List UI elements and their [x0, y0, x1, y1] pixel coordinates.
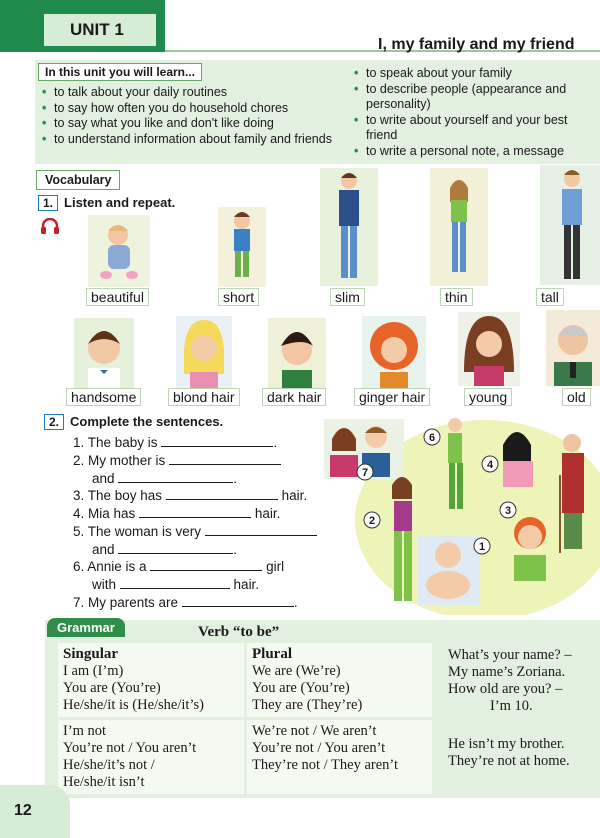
- word-ginger-hair: ginger hair: [354, 388, 430, 406]
- short-boy-illustration: [218, 207, 266, 287]
- grammar-line: You’re not / You aren’t: [63, 740, 197, 756]
- grammar-line: He/she/it is (He/she/it’s): [63, 697, 204, 713]
- baby-illustration: [88, 215, 150, 287]
- grammar-tab: Grammar: [47, 618, 125, 637]
- sentence-text: 6. Annie is a: [73, 559, 147, 574]
- sentence-text: 2. My mother is: [73, 453, 166, 468]
- scene-number-1: 1: [479, 541, 486, 553]
- answer-blank[interactable]: [150, 558, 262, 571]
- family-scene-illustration: [310, 415, 600, 615]
- plural-positive-cell: [247, 643, 432, 717]
- sentence-text: 5. The woman is very: [73, 524, 202, 539]
- sentence-text: 7. My parents are: [73, 595, 179, 610]
- vocabulary-heading: Vocabulary: [36, 170, 120, 190]
- sentence-text: hair.: [233, 577, 260, 592]
- singular-heading: Singular: [63, 646, 119, 662]
- sentence-text: hair.: [281, 488, 308, 503]
- scene-number-6: 6: [429, 432, 436, 444]
- answer-blank[interactable]: [182, 594, 294, 607]
- example-line: He isn’t my brother.: [448, 736, 565, 752]
- grammar-examples-1: [448, 647, 598, 715]
- young-woman-illustration: [458, 312, 520, 386]
- sentence-text: 3. The boy has: [73, 488, 163, 503]
- sentence-6: [73, 558, 284, 576]
- sentence-7: 7. My parents are .: [73, 595, 298, 610]
- word-young: young: [464, 388, 512, 406]
- sentence-2: [73, 452, 281, 470]
- old-man-illustration: [546, 310, 600, 386]
- blond-girl-illustration: [176, 316, 232, 388]
- handsome-boy-illustration: [74, 318, 134, 388]
- sentence-5: [73, 523, 317, 541]
- grammar-examples-2: [448, 736, 598, 770]
- learn-heading: In this unit you will learn...: [38, 63, 202, 81]
- word-short: short: [218, 288, 259, 306]
- page-corner: [0, 785, 70, 838]
- unit-label: UNIT 1: [44, 14, 156, 46]
- answer-blank[interactable]: [169, 452, 281, 465]
- grammar-line: He/she/it isn’t: [63, 774, 145, 790]
- scene-number-2: 2: [369, 515, 376, 527]
- word-slim: slim: [330, 288, 365, 306]
- singular-negative-cell: [58, 720, 244, 794]
- learn-list-left: [42, 85, 342, 147]
- sentence-text: and: [92, 542, 115, 557]
- grammar-line: He/she/it’s not /: [63, 757, 155, 773]
- example-line: I’m 10.: [490, 698, 533, 714]
- sentence-text: and: [92, 471, 115, 486]
- example-line: They’re not at home.: [448, 753, 570, 769]
- headphones-icon[interactable]: [40, 218, 60, 234]
- learn-list-right: [354, 66, 600, 159]
- example-line: How old are you? –: [448, 681, 563, 697]
- list-item: • to write a personal note, a message: [354, 144, 600, 160]
- sentence-3: [73, 487, 307, 505]
- exercise-1-number: 1.: [38, 195, 58, 211]
- exercise-2-text: Complete the sentences.: [70, 414, 224, 429]
- scene-number-3: 3: [505, 505, 512, 517]
- page-number: 12: [14, 802, 32, 819]
- tall-man-illustration: [540, 165, 600, 285]
- sentence-2-continued: and .: [92, 471, 238, 486]
- word-old: old: [562, 388, 591, 406]
- example-line: My name’s Zoriana.: [448, 664, 566, 680]
- exercise-1-text: Listen and repeat.: [64, 195, 176, 210]
- list-item: • to write about yourself and your best friend: [354, 113, 600, 144]
- list-item: • to speak about your family: [354, 66, 600, 82]
- dark-hair-boy-illustration: [268, 318, 326, 388]
- sentence-text: 1. The baby is: [73, 435, 158, 450]
- answer-blank[interactable]: [120, 576, 230, 589]
- singular-positive-cell: [58, 643, 244, 717]
- unit-title: I, my family and my friend: [378, 36, 575, 53]
- list-item: • to say what you like and don't like doing: [42, 116, 342, 132]
- grammar-line: We are (We’re): [252, 663, 341, 679]
- answer-blank[interactable]: [161, 434, 273, 447]
- sentence-6-continued: [92, 576, 259, 594]
- answer-blank[interactable]: [166, 487, 278, 500]
- grammar-line: You are (You’re): [63, 680, 161, 696]
- list-item: • to talk about your daily routines: [42, 85, 342, 101]
- plural-negative-cell: [247, 720, 432, 794]
- grammar-line: We’re not / We aren’t: [252, 723, 377, 739]
- word-dark-hair: dark hair: [262, 388, 326, 406]
- grammar-line: They’re not / They aren’t: [252, 757, 399, 773]
- answer-blank[interactable]: [139, 505, 251, 518]
- grammar-line: I am (I’m): [63, 663, 124, 679]
- list-item: • to understand information about family and friends: [42, 132, 342, 148]
- sentence-text: 4. Mia has: [73, 506, 136, 521]
- grammar-line: You’re not / You aren’t: [252, 740, 386, 756]
- grammar-line: I’m not: [63, 723, 107, 739]
- sentence-text: girl: [266, 559, 285, 574]
- exercise-2-number: 2.: [44, 414, 64, 430]
- grammar-table: [55, 640, 435, 797]
- sentence-4: [73, 505, 280, 523]
- word-blond-hair: blond hair: [168, 388, 240, 406]
- word-beautiful: beautiful: [86, 288, 149, 306]
- sentence-text: with: [92, 577, 117, 592]
- scene-number-7: 7: [362, 467, 369, 479]
- scene-number-4: 4: [487, 459, 494, 471]
- plural-heading: Plural: [252, 646, 292, 662]
- answer-blank[interactable]: [118, 541, 233, 554]
- word-tall: tall: [536, 288, 564, 306]
- sentence-text: hair.: [254, 506, 281, 521]
- answer-blank[interactable]: [118, 470, 233, 483]
- grammar-title: Verb “to be”: [198, 624, 280, 640]
- grammar-line: You are (You’re): [252, 680, 350, 696]
- word-thin: thin: [440, 288, 473, 306]
- slim-man-illustration: [320, 168, 378, 286]
- list-item: • to say how often you do household chores: [42, 101, 342, 117]
- sentence-5-continued: and .: [92, 542, 238, 557]
- thin-girl-illustration: [430, 168, 488, 286]
- exercise-1-instruction: [38, 195, 175, 211]
- exercise-2-instruction: [44, 414, 223, 430]
- ginger-girl-illustration: [362, 316, 426, 388]
- grammar-line: They are (They’re): [252, 697, 363, 713]
- list-item: • to describe people (appearance and personality): [354, 82, 600, 113]
- answer-blank[interactable]: [205, 523, 317, 536]
- example-line: What’s your name? –: [448, 647, 572, 663]
- sentence-1: 1. The baby is .: [73, 435, 278, 450]
- word-handsome: handsome: [66, 388, 141, 406]
